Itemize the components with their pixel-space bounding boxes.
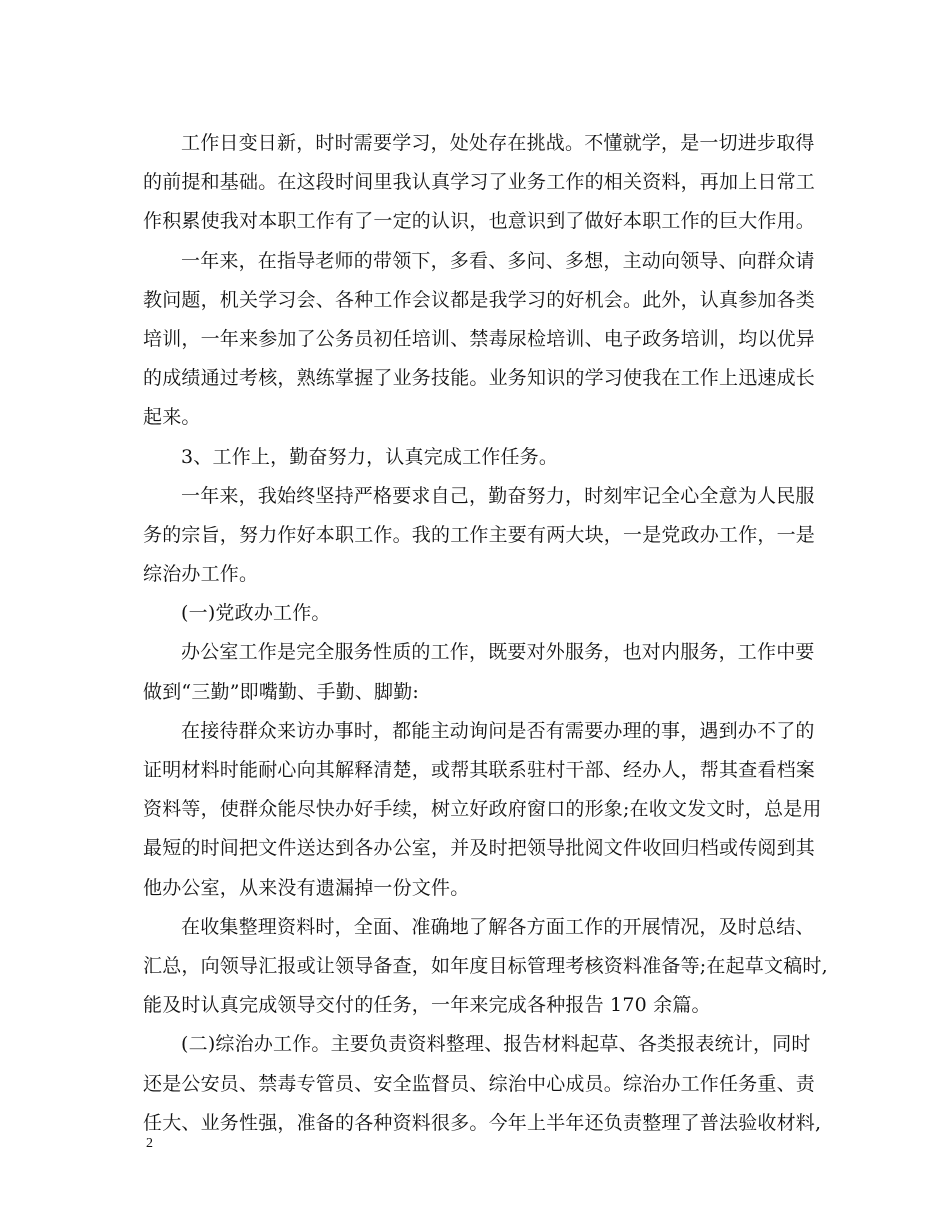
text-line: 他办公室，从来没有遗漏掉一份文件。 (143, 876, 470, 899)
text-line: 的前提和基础。在这段时间里我认真学习了业务工作的相关资料，再加上日常工 (143, 171, 816, 194)
text-line: 务的宗旨，努力作好本职工作。我的工作主要有两大块，一是党政办工作，一是 (143, 523, 816, 546)
text-line: 做到“三勤”即嘴勤、手勤、脚勤: (143, 680, 420, 703)
document-body (143, 124, 827, 1143)
text-line: 最短的时间把文件送达到各办公室，并及时把领导批阅文件收回归档或传阅到其 (143, 837, 816, 860)
text-line: 还是公安员、禁毒专管员、安全监督员、综治中心成员。综治办工作任务重、责 (143, 1072, 816, 1095)
text-line: 起来。 (143, 406, 201, 429)
text-line: 资料等，使群众能尽快办好手续，树立好政府窗口的形象;在收文发文时，总是用 (143, 798, 822, 821)
text-line: 一年来，在指导老师的带领下，多看、多问、多想，主动向领导、向群众请 (181, 249, 815, 272)
text-line: (一)党政办工作。 (181, 602, 331, 625)
text-line: 教问题，机关学习会、各种工作会议都是我学习的好机会。此外，认真参加各类 (143, 288, 816, 311)
text-line: 综治办工作。 (143, 563, 259, 586)
text-line: 办公室工作是完全服务性质的工作，既要对外服务，也对内服务，工作中要 (181, 641, 815, 664)
text-line: 在接待群众来访办事时，都能主动询问是否有需要办理的事，遇到办不了的 (181, 719, 815, 742)
text-line: 汇总，向领导汇报或让领导备查，如年度目标管理考核资料准备等;在起草文稿时, (143, 954, 828, 977)
text-line: 的成绩通过考核，熟练掌握了业务技能。业务知识的学习使我在工作上迅速成长 (143, 367, 816, 390)
text-line: 培训，一年来参加了公务员初任培训、禁毒尿检培训、电子政务培训，均以优异 (143, 327, 816, 350)
text-line: 任大、业务性强，准备的各种资料很多。今年上半年还负责整理了普法验收材料, (143, 1111, 822, 1134)
text-line: 能及时认真完成领导交付的任务，一年来完成各种报告 170 余篇。 (143, 994, 711, 1017)
text-line: 一年来，我始终坚持严格要求自己，勤奋努力，时刻牢记全心全意为人民服 (181, 484, 815, 507)
text-line: 在收集整理资料时，全面、准确地了解各方面工作的开展情况，及时总结、 (181, 915, 815, 938)
text-line: (二)综治办工作。主要负责资料整理、报告材料起草、各类报表统计，同时 (181, 1033, 811, 1056)
text-line: 作积累使我对本职工作有了一定的认识，也意识到了做好本职工作的巨大作用。 (143, 210, 816, 233)
text-line: 3、工作上，勤奋努力，认真完成工作任务。 (181, 445, 559, 468)
text-line: 工作日变日新，时时需要学习，处处存在挑战。不懂就学，是一切进步取得 (181, 132, 815, 154)
page-number: 2 (146, 1136, 153, 1151)
text-line: 证明材料时能耐心向其解释清楚，或帮其联系驻村干部、经办人，帮其查看档案 (143, 759, 816, 781)
